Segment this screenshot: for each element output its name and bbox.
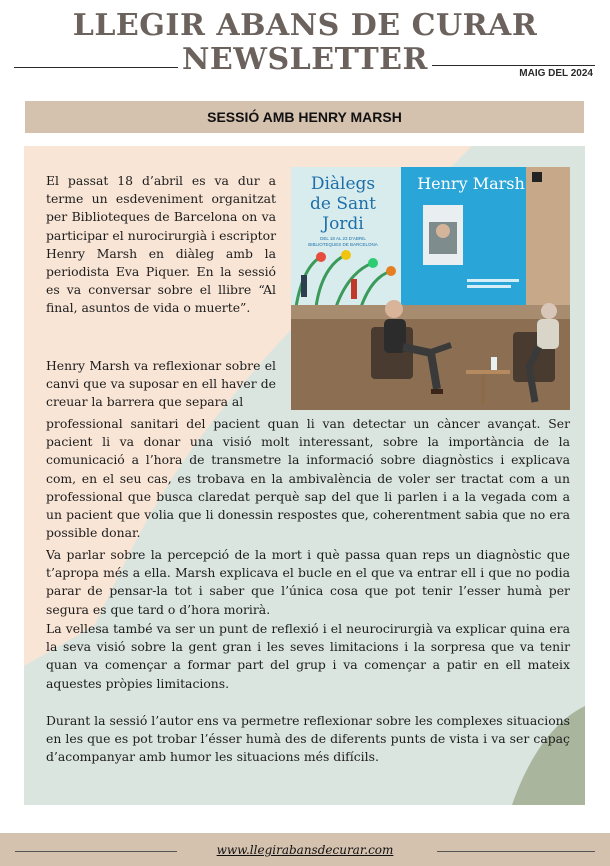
screen-author-name: Henry Marsh [417, 174, 525, 193]
newsletter-title-line2: NEWSLETTER [182, 42, 428, 77]
event-photo-illustration [291, 167, 570, 410]
screen-title-line2: de Sant [310, 194, 376, 214]
article-paragraph-5: Durant la sessió l’autor ens va permetre reflexionar sobre les complexes situacions en les que es pot trobar l’ésser humà des de diferents punts de vista i va ser capaç d’acompanyar amb humor les situacions més difícils. [46, 713, 570, 765]
newsletter-title-line1: LLEGIR ABANS DE CURAR [72, 8, 538, 43]
article-paragraph-2-cont: professional sanitari del pacient quan li van detectar un càncer avançat. Ser pacient li va donar una visió molt interessant, sobre la importància de la comunicació a l’hora de transmetre la informació sobre diagnòstics i explicava com, en el seu cas, es trobava en la ambivalència de voler ser tractat com a un professional que busca claredat perquè sap del que li parlen i a la vegada com a un pacient que volia que li donessin respostes que, coherentment sabia que no era possible donar. [46, 416, 570, 541]
title-rule-right [432, 65, 595, 66]
issue-date: MAIG DEL 2024 [519, 68, 593, 79]
screen-title-line1: Diàlegs [310, 174, 376, 194]
website-link[interactable]: www.llegirabansdecurar.com [216, 843, 394, 857]
screen-subtitle-line1: DEL 18 AL 23 D'ABRIL [320, 236, 366, 241]
article-paragraph-4: La vellesa també va ser un punt de reflexió i el neurocirurgià va explicar quina era la seva visió sobre la gent gran i les seves limitacions i la sorpresa que va tenir quan va començar a formar part del grup i va començar a patir en ell mateix aquestes pròpies limitacions. [46, 621, 570, 691]
event-photo [291, 167, 570, 410]
title-rule-left [14, 67, 178, 68]
article-paragraph-1: El passat 18 d’abril es va dur a terme un esdeveniment organitzat per Biblioteques de Barcelona on va participar el nurocirurgià i escriptor Henry Marsh en diàleg amb la periodista Eva Piquer. En la sessió es va conversar sobre el llibre “Al final, asuntos de vida o muerte”. [46, 173, 276, 316]
screen-title-line3: Jordi [322, 214, 364, 234]
article-paragraph-3: Va parlar sobre la percepció de la mort i què passa quan reps un diagnòstic que t’apropa més a ella. Marsh explicava el bucle en el que va entrar ell i que no podia parar de pensar-la tot i saber que l’única cosa que pot tenir l’esser humà per segura es que tard o d’hora morirà. [46, 547, 570, 617]
article-paragraph-2-start: Henry Marsh va reflexionar sobre el canvi que va suposar en ell haver de creuar la barrera que separa al [46, 358, 276, 410]
screen-subtitle-line2: BIBLIOTEQUES DE BARCELONA [308, 242, 378, 247]
section-heading: SESSIÓ AMB HENRY MARSH [25, 101, 584, 133]
